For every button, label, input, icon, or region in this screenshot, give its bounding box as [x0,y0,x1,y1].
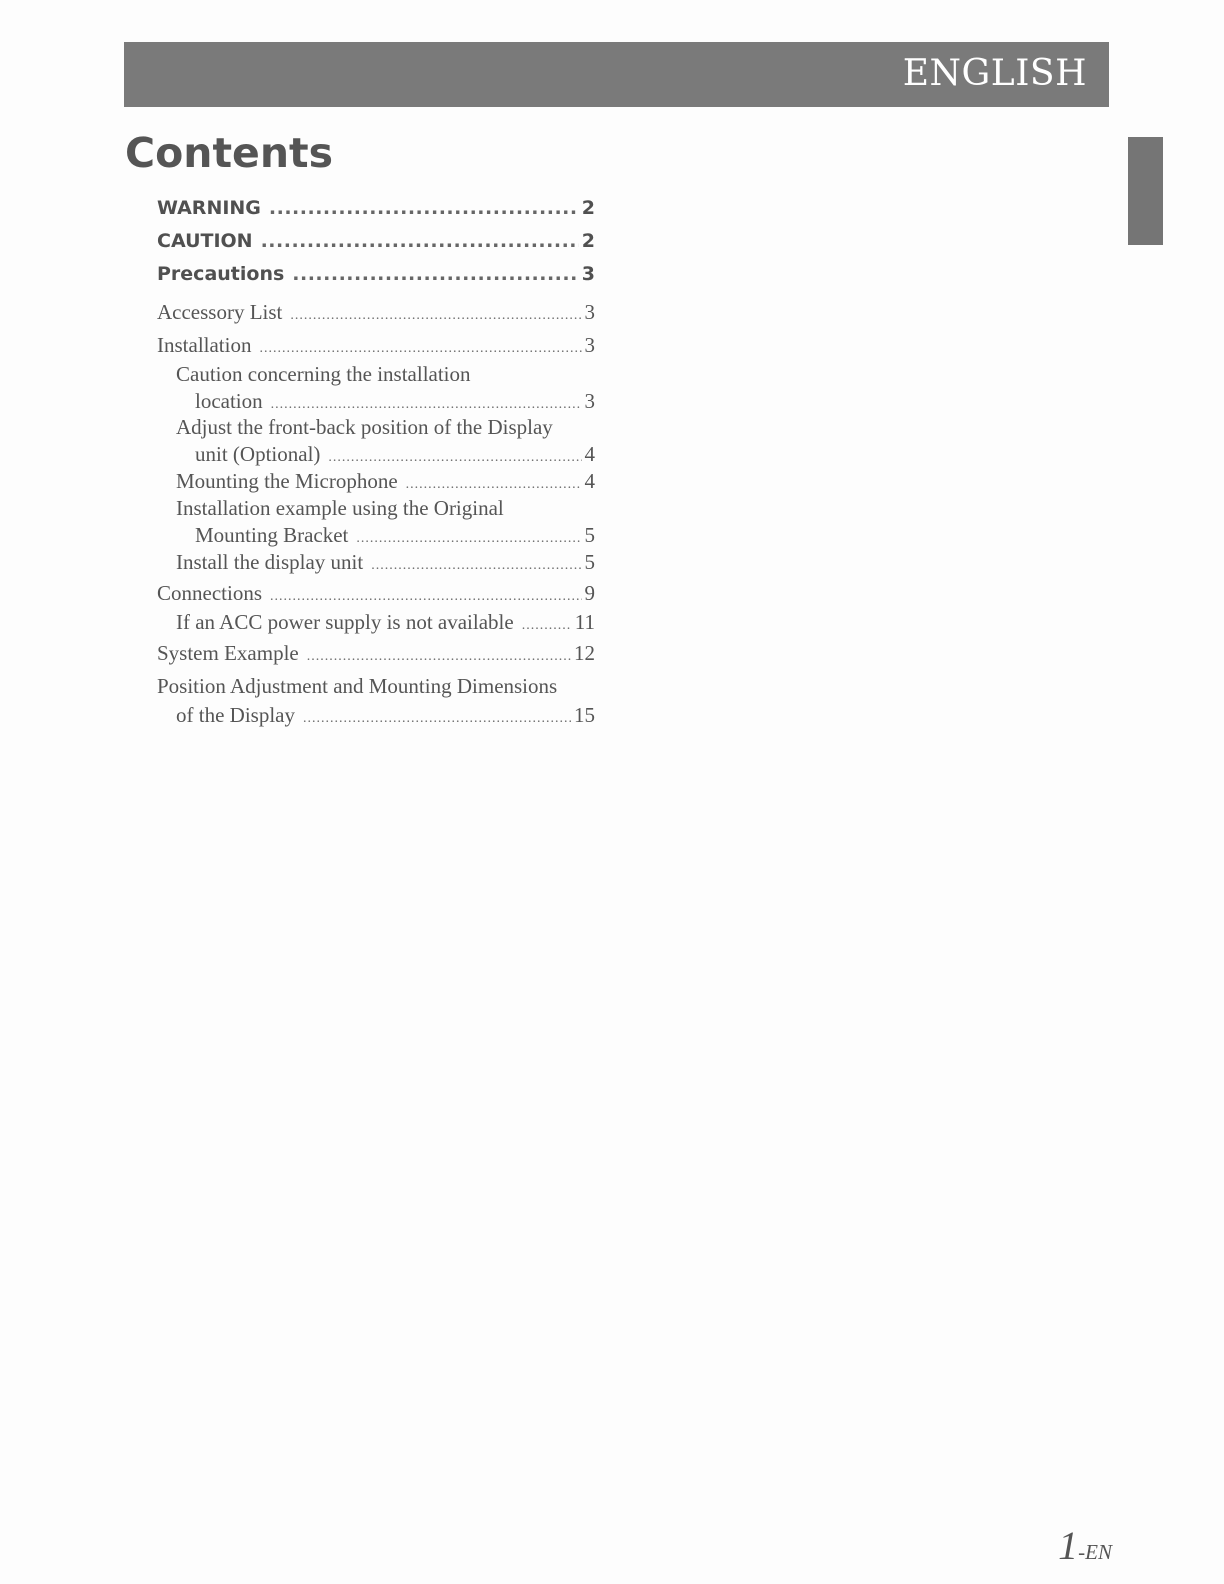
toc-page-number: 4 [584,469,595,493]
dot-leader [270,583,582,610]
toc-page-number: 11 [574,610,595,634]
toc-label: System Example [157,641,299,665]
toc-entry-caution[interactable] [157,228,595,254]
toc-page-number: 4 [584,442,595,466]
toc-entry-adjust-display[interactable] [195,441,595,471]
toc-entry-install-display[interactable] [176,549,595,579]
toc-page-number: 3 [584,300,595,324]
language-label: ENGLISH [902,53,1087,94]
page-number-value: 1 [1058,1523,1079,1568]
toc-label-line1[interactable]: Caution concerning the installation [176,362,471,386]
toc-entry-mounting-microphone[interactable] [176,468,595,498]
section-side-tab [1128,137,1163,245]
toc-entry-warning[interactable] [157,195,595,221]
toc-label-line2: Mounting Bracket [195,523,349,547]
toc-page-number: 15 [574,703,595,727]
toc-label: Installation [157,333,252,357]
toc-page-number: 5 [584,523,595,547]
page-title: Contents [125,129,334,177]
toc-entry-position-adjustment[interactable] [176,702,595,732]
toc-label-line1[interactable]: Position Adjustment and Mounting Dimensions [157,674,558,698]
toc-entry-installation[interactable] [157,332,595,362]
toc-entry-accessory-list[interactable] [157,299,595,329]
toc-label: Mounting the Microphone [176,469,398,493]
dot-leader [356,525,581,552]
dot-leader [371,552,581,579]
toc-label: Connections [157,581,262,605]
toc-label-line1[interactable]: Adjust the front-back position of the Display [176,415,553,439]
toc-page-number: 3 [581,263,595,285]
toc-entry-precautions[interactable] [157,261,595,287]
toc-page-number: 12 [574,641,595,665]
toc-entry-system-example[interactable] [157,640,595,670]
toc-entry-connections[interactable] [157,580,595,610]
page-number-suffix: -EN [1078,1540,1112,1564]
toc-label: WARNING [157,197,261,219]
toc-page-number: 5 [584,550,595,574]
toc-page-number: 9 [584,581,595,605]
toc-entry-acc-power[interactable] [176,609,595,639]
toc-label-line2: location [195,389,263,413]
dot-leader [328,444,581,471]
toc-label: CAUTION [157,230,253,252]
toc-page-number: 3 [584,389,595,413]
toc-page-number: 2 [581,197,595,219]
toc-label: If an ACC power supply is not available [176,610,514,634]
toc-label-line2: unit (Optional) [195,442,321,466]
dot-leader [259,335,581,362]
toc-label-line2: of the Display [176,703,295,727]
dot-leader [522,612,572,639]
dot-leader [261,228,579,254]
toc-page-number: 2 [581,230,595,252]
dot-leader [307,643,571,670]
dot-leader [269,195,579,221]
toc-label: Install the display unit [176,550,364,574]
language-header-bar [124,42,1109,107]
page-number [1058,1522,1112,1569]
toc-entry-installation-example[interactable] [195,522,595,552]
toc-label-line1[interactable]: Installation example using the Original [176,496,504,520]
toc-label: Accessory List [157,300,283,324]
dot-leader [406,471,582,498]
dot-leader [303,705,571,732]
toc-page-number: 3 [584,333,595,357]
dot-leader [290,302,581,329]
dot-leader [292,261,578,287]
toc-label: Precautions [157,263,285,285]
